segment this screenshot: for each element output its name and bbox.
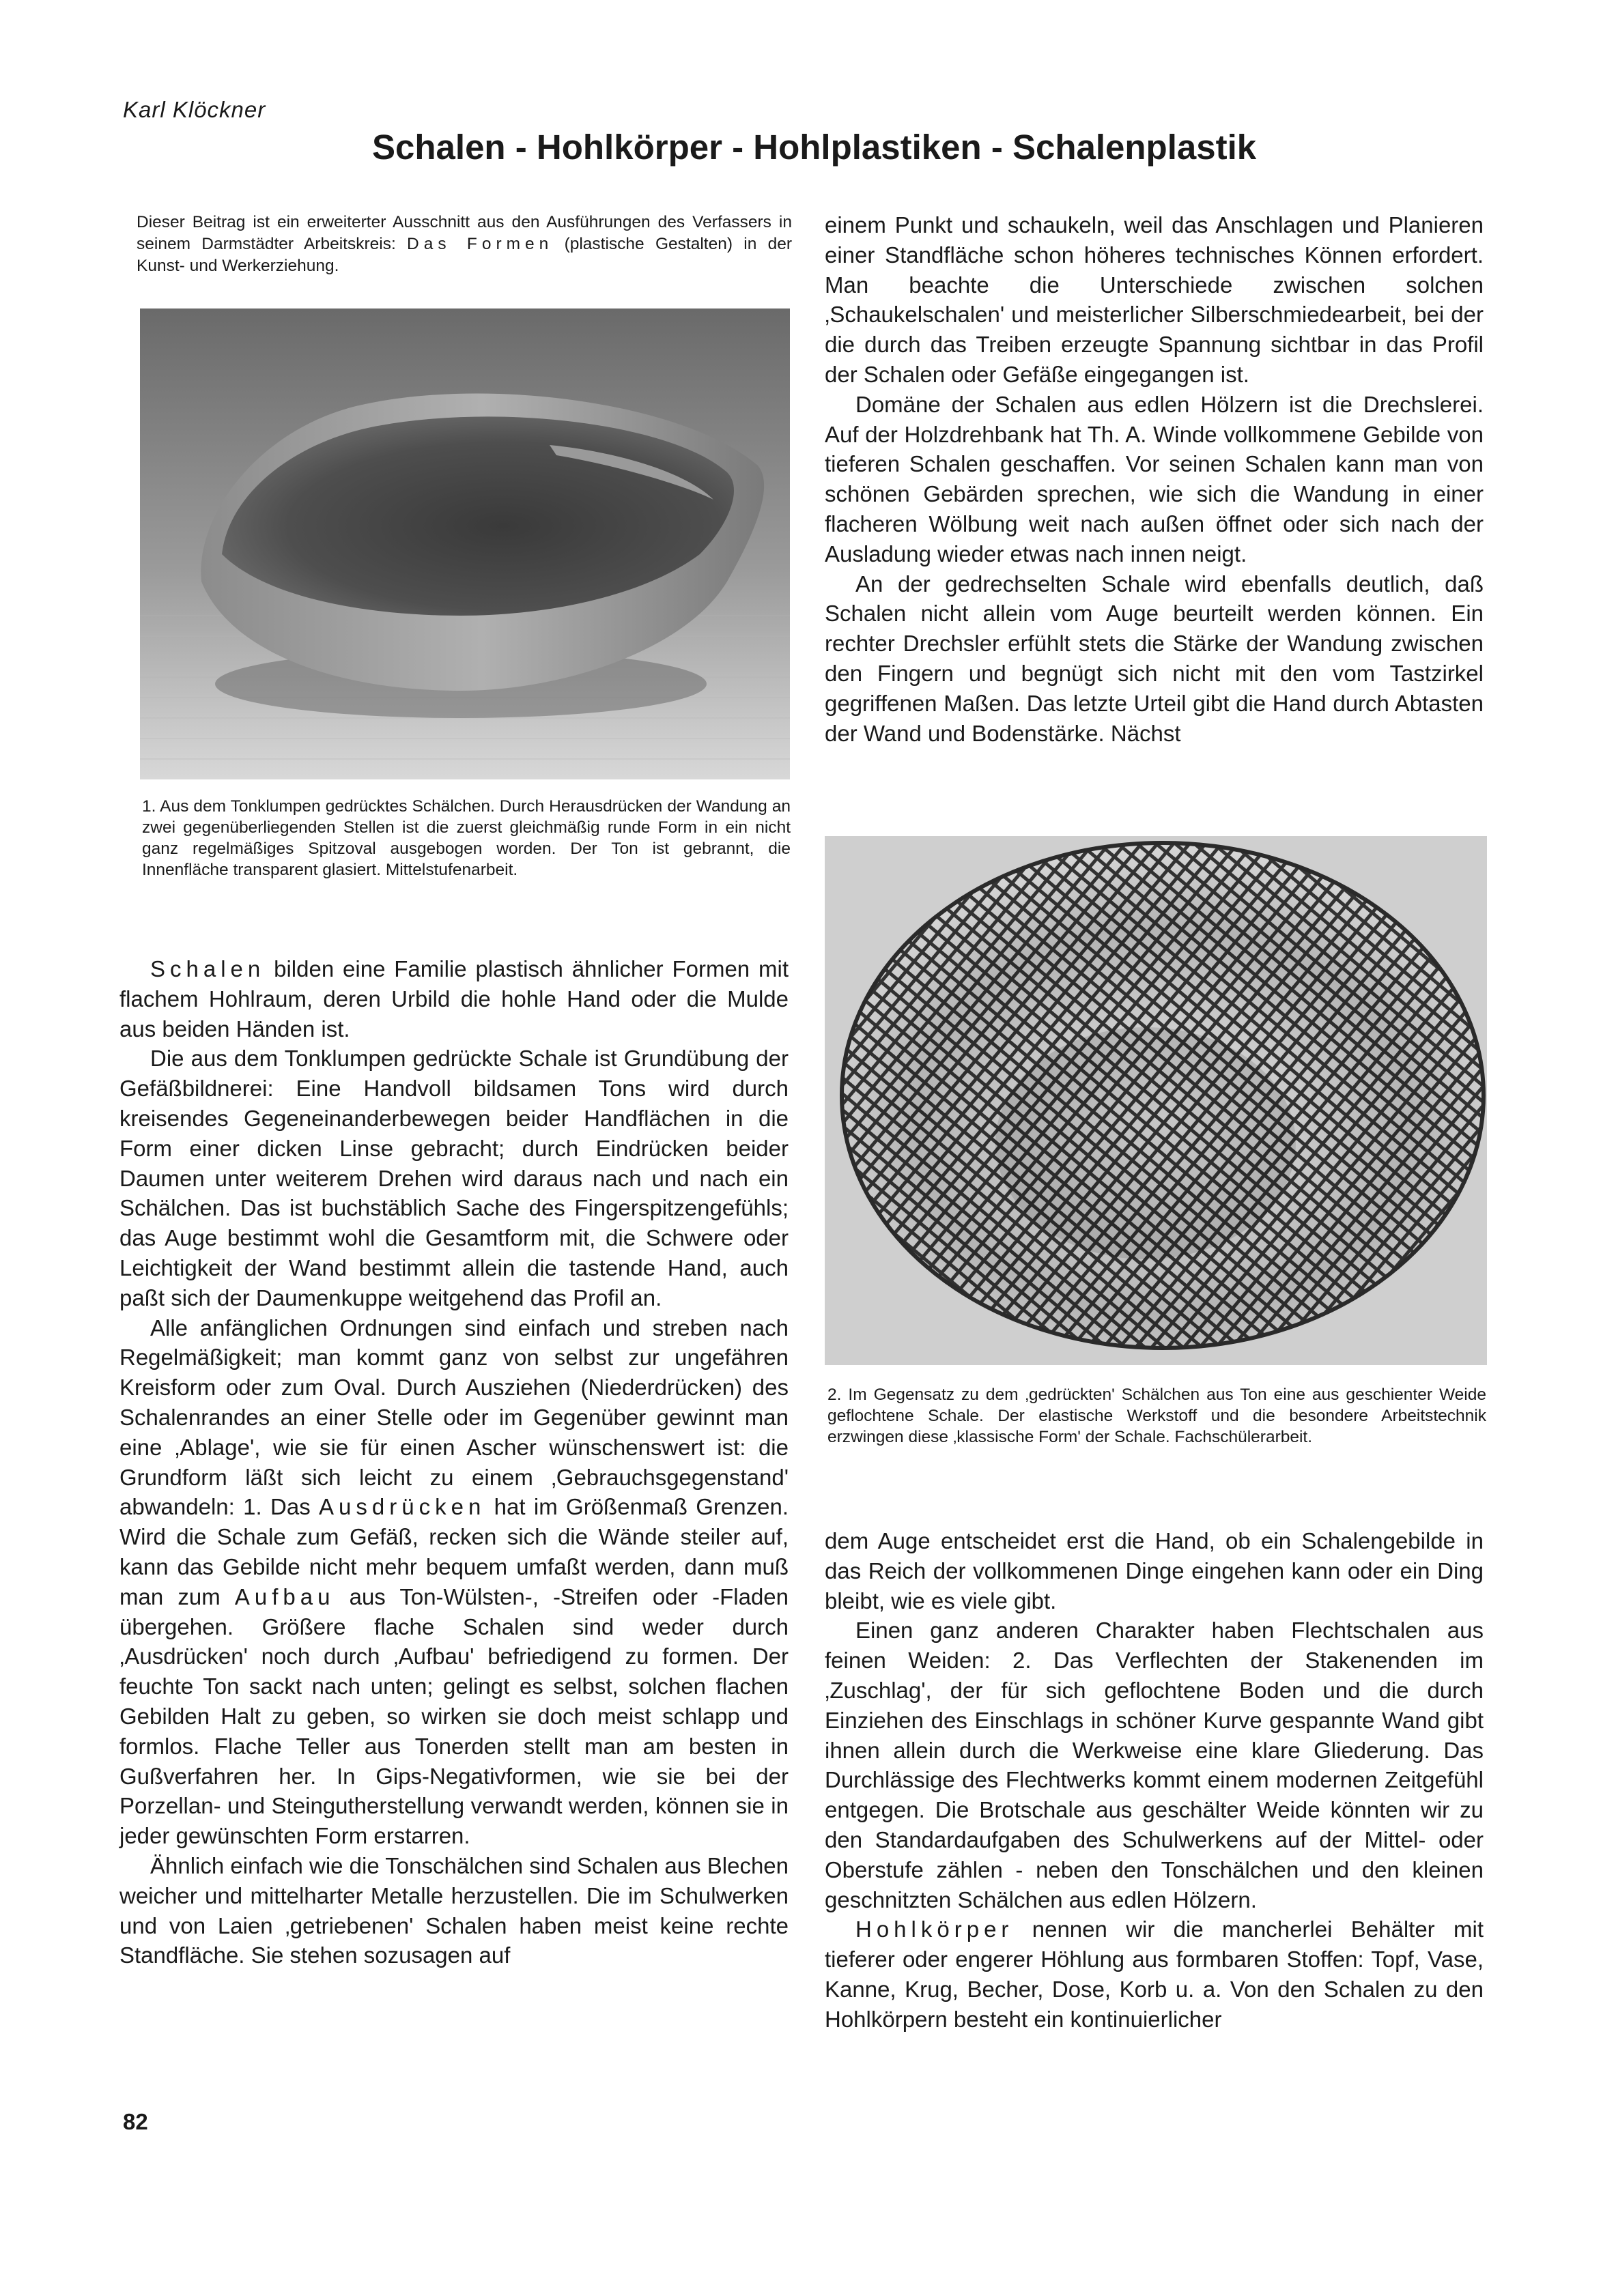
paragraph: Domäne der Schalen aus edlen Hölzern ist die Drechslerei. Auf der Holzdrehbank hat Th. A. Winde vollkommene Gebilde von tieferen Schalen geschaffen. Vor seinen Schalen kann man von schönen Gebärden sprechen, wie sich die Wandung in einer flacheren Wölbung weit nach außen öffnet oder sich nach der Ausladung wieder etwas nach innen neigt. bbox=[825, 391, 1484, 566]
paragraph: Einen ganz anderen Charakter haben Flechtschalen aus feinen Weiden: 2. Das Verflechten der Stakenenden im ‚Zuschlag', der für sich geflochtene Boden und die durch Einziehen des Einschlags in schöner Kurve gespannte Wand gibt ihnen allein durch die Werkweise eine klare Gliederung. Das Durchlässige des Flechtwerks kommt einem modernen Zeitgefühl entgegen. Die Brotschale aus geschälter Weide könnten wir zu den Standardaufgaben des Schulwerkens auf der Mittel- oder Oberstufe zählen - neben den Tonschälchen und den kleinen geschnitzten Schälchen aus edlen Hölzern. bbox=[825, 1618, 1484, 1912]
intro-spaced: Das Formen bbox=[407, 235, 554, 253]
paragraph: Die aus dem Tonklumpen gedrückte Schale ist Grundübung der Gefäßbildnerei: Eine Handvoll bildsamen Tons wird durch kreisendes Gegeneinanderbewegen beider Handflächen in die Form einer dicken Linse gebracht; durch Eindrücken beider Daumen unter weiterem Drehen wird daraus nach und nach ein Schälchen. Das ist buchstäblich Sache des Fingerspitzengefühls; das Auge bestimmt wohl die Gesamtform mit, die Schwere oder Leichtigkeit der Wand bestimmt allein die tastende Hand, auch paßt sich der Daumenkuppe weitgehend das Profil an. bbox=[119, 1046, 789, 1310]
paragraph bbox=[119, 954, 789, 1044]
page-number: 82 bbox=[123, 2109, 148, 2134]
intro-text-1: Dieser Beitrag ist ein erweiterter Ausschnitt aus den Ausführungen des Verfassers in seinem Darmstädter Arbeitskreis: bbox=[137, 213, 792, 253]
paragraph-text: nennen wir die mancherlei Behälter mit tieferer oder engerer Höhlung aus formbaren Stoffen: Topf, Vase, Kanne, Krug, Becher, Dose, Korb u. a. Von den Schalen zu den Hohlkörpern besteht ein kontinuierlicher bbox=[825, 1917, 1484, 2032]
figure-2-caption: 2. Im Gegensatz zu dem ‚gedrückten' Schälchen aus Ton eine aus geschienter Weide geflochtene Schale. Der elastische Werkstoff und die besondere Arbeitstechnik erzwingen diese ‚klassische Form' der Schale. Fachschülerarbeit. bbox=[827, 1386, 1486, 1446]
paragraph bbox=[825, 1914, 1484, 2034]
figure-woven-bowl bbox=[825, 836, 1487, 1365]
right-column-top bbox=[825, 210, 1484, 748]
intro-note bbox=[137, 212, 792, 277]
paragraph: Ähnlich einfach wie die Tonschälchen sind Schalen aus Blechen weicher und mittelharter Metalle herzustellen. Die im Schulwerken und von Laien ‚getriebenen' Schalen haben meist keine rechte Standfläche. Sie stehen sozusagen auf bbox=[119, 1852, 789, 1968]
paragraph: An der gedrechselten Schale wird ebenfalls deutlich, daß Schalen nicht allein vom Auge beurteilt werden können. Ein rechter Drechsler erfühlt stets die Stärke der Wandung zwischen den Fingern und begnügt sich nicht mit den vom Tastzirkel gegriffenen Maßen. Das letzte Urteil gibt die Hand durch Abtasten der Wand und Bodenstärke. Nächst bbox=[825, 571, 1484, 746]
spaced-term: Schalen bbox=[150, 956, 266, 981]
paragraph-text: aus Ton-Wülsten-, -Streifen oder -Fladen übergehen. Größere flache Schalen sind weder durch ‚Ausdrücken' noch durch ‚Aufbau' befriedigend zu formen. Der feuchte Ton sackt nach unten; gelingt es selbst, solchen flachen Gebilden Halt zu geben, so wirken sie doch meist schlapp und formlos. Flache Teller aus Tonerden stellt man am besten in Gußverfahren her. In Gips-Negativformen, wie sie bei der Porzellan- und Steingutherstellung verwandt werden, können sie in jeder gewünschten Form erstarren. bbox=[119, 1583, 789, 1849]
page-title: Schalen - Hohlkörper - Hohlplastiken - Schalenplastik bbox=[372, 128, 1257, 167]
intro-text-2: (plastische Gestalten) in der Kunst- und Werkerziehung. bbox=[137, 235, 793, 275]
spaced-term: Aufbau bbox=[234, 1583, 335, 1609]
figure-clay-bowl bbox=[140, 308, 790, 779]
left-column bbox=[119, 954, 789, 1970]
paragraph-text: bilden eine Familie plastisch ähnlicher Formen mit flachem Hohlraum, deren Urbild die hohle Hand oder die Mulde aus beiden Händen ist. bbox=[119, 956, 789, 1042]
spaced-term: Hohlkörper bbox=[855, 1917, 1014, 1942]
figure-1-caption: 1. Aus dem Tonklumpen gedrücktes Schälchen. Durch Herausdrücken der Wandung an zwei gegenüberliegenden Stellen ist die zuerst gleichmäßig runde Form in ein nicht ganz regelmäßiges Spitzoval ausgebogen worden. Der Ton ist gebrannt, die Innenfläche transparent glasiert. Mittelstufenarbeit. bbox=[142, 797, 791, 879]
paragraph-text: Alle anfänglichen Ordnungen sind einfach und streben nach Regelmäßigkeit; man kommt ganz von selbst zur ungefähren Kreisform oder zum Oval. Durch Ausziehen (Niederdrücken) des Schalenrandes an einer Stelle oder im Gegenüber gewinnt man eine ‚Ablage', wie sie für einen Ascher wünschenswert ist: die Grundform läßt sich leicht zu einem ‚Gebrauchsgegenstand' abwandeln: 1. Das bbox=[119, 1315, 789, 1520]
author: Karl Klöckner bbox=[123, 97, 266, 122]
paragraph: dem Auge entscheidet erst die Hand, ob ein Schalengebilde in das Reich der vollkommenen Dinge eingehen kann oder ein Ding bleibt, wie es viele gibt. bbox=[825, 1528, 1484, 1613]
paragraph-text: hat im Größenmaß Grenzen. Wird die Schale zum Gefäß, recken sich die Wände steiler auf, kann das Gebilde nicht mehr bequem umfaßt werden, dann muß man zum bbox=[119, 1494, 789, 1609]
right-column-bottom bbox=[825, 1526, 1484, 2035]
paragraph bbox=[119, 1313, 789, 1851]
spaced-term: Ausdrücken bbox=[319, 1494, 486, 1520]
paragraph: einem Punkt und schaukeln, weil das Anschlagen und Planieren einer Standfläche schon höheres technisches Können erfordert. Man beachte die Unterschiede zwischen solchen ‚Schaukelschalen' und meisterlicher Silberschmiedearbeit, bei der die durch das Treiben erzeugte Spannung sichtbar in das Profil der Schalen oder Gefäße eingegangen ist. bbox=[825, 212, 1484, 387]
